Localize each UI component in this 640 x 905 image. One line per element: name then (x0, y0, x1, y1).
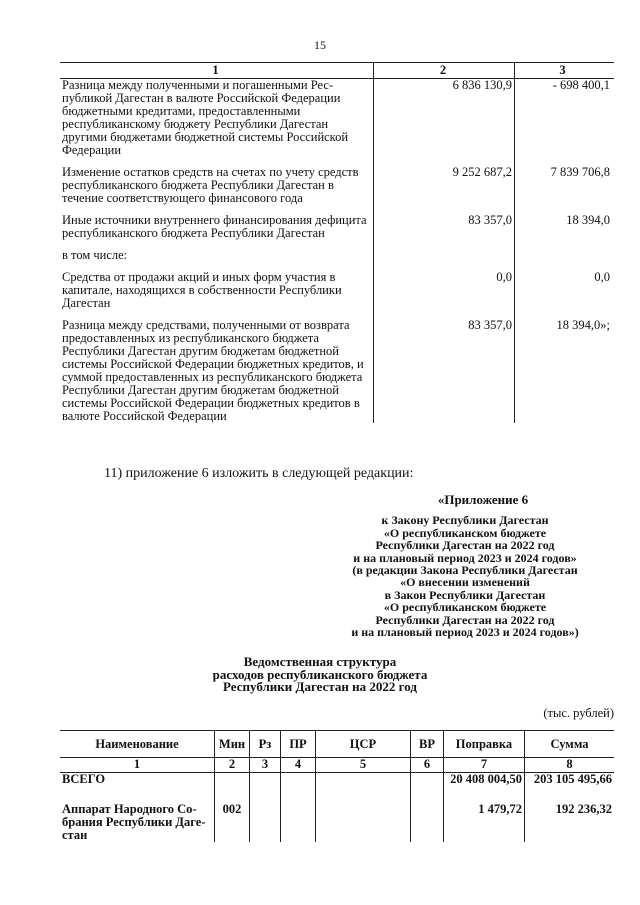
row-value-2022: 6 836 130,9 (374, 79, 515, 158)
appendix-line: Республики Дагестан на 2022 год (375, 612, 555, 627)
document-title (0, 656, 640, 694)
expenditure-table (60, 730, 614, 842)
column-header: Сумма (525, 731, 615, 758)
appendix-title: «Приложение 6 (437, 492, 529, 507)
column-number: 7 (444, 758, 525, 773)
page-number: 15 (314, 38, 326, 52)
units-note: (тыс. рублей) (543, 706, 614, 720)
row-pr (281, 803, 316, 842)
row-value-2022: 0,0 (374, 271, 515, 310)
row-value-amend: 0,0 (594, 270, 610, 284)
column-header: ВР (411, 731, 444, 758)
financing-sources-table (60, 62, 614, 423)
title-line: Республики Дагестан на 2022 год (223, 679, 417, 694)
row-value-amend: - 698 400,1 (552, 78, 610, 92)
appendix-header (330, 494, 600, 638)
row-amendment: 1 479,72 (444, 803, 525, 842)
table-header-row (60, 731, 614, 758)
column-header: 2 (374, 63, 515, 79)
appendix-line: «О республиканском бюджете (383, 525, 547, 540)
table-row (60, 166, 614, 205)
column-number: 2 (215, 758, 250, 773)
row-name: Разница между средствами, полученными от возврата предоставленных из республиканского бюджета Республики Дагестан другим бюджетам бюджетной системы Российской Федерации бюджетных кредитов, и суммой предоставленных из республиканского бюджета Республики Дагестан другим бюджетам бюджетной системы Российской Федерации бюджетных кредитов в валюте Российской Федерации (62, 318, 364, 423)
row-name: Иные источники внутреннего финансирования дефицита республиканского бюджета Республики Дагестан (62, 213, 367, 240)
row-name: ВСЕГО (60, 773, 215, 789)
row-amendment: 20 408 004,50 (444, 773, 525, 789)
table-row (60, 249, 614, 262)
row-value-amend: 18 394,0 (566, 213, 610, 227)
row-min (215, 773, 250, 789)
row-name: Средства от продажи акций и иных форм участия в капитале, находящихся в собственности Республики Дагестан (62, 270, 342, 310)
table-row (60, 319, 614, 423)
row-value-2022 (374, 249, 515, 262)
column-header: 3 (515, 63, 615, 79)
table-row (60, 79, 614, 158)
appendix-line: в Закон Республики Дагестан (384, 587, 546, 602)
row-min: 002 (215, 803, 250, 842)
column-header: ПР (281, 731, 316, 758)
column-number: 6 (411, 758, 444, 773)
column-header: ЦСР (316, 731, 411, 758)
row-value-amend: 7 839 706,8 (550, 165, 610, 179)
row-csr (316, 803, 411, 842)
table-row (60, 271, 614, 310)
appendix-line: и на плановый период 2023 и 2024 годов» (353, 550, 577, 565)
row-value-2022: 83 357,0 (374, 319, 515, 423)
table-row (60, 214, 614, 240)
appendix-line: (в редакции Закона Республики Дагестан (352, 563, 578, 578)
column-header: Мин (215, 731, 250, 758)
appendix-line: «О республиканском бюджете (383, 600, 547, 615)
column-number: 4 (281, 758, 316, 773)
row-rz (250, 773, 281, 789)
column-header: 1 (60, 63, 374, 79)
row-vr (411, 803, 444, 842)
title-line: расходов республиканского бюджета (212, 666, 428, 682)
column-number: 1 (60, 758, 215, 773)
row-vr (411, 773, 444, 789)
table-header-row (60, 63, 614, 79)
row-value-amend: 18 394,0»; (556, 318, 610, 332)
column-number-row (60, 758, 614, 773)
row-rz (250, 803, 281, 842)
column-header: Наименование (60, 731, 215, 758)
row-value-2022: 83 357,0 (374, 214, 515, 240)
section-heading: 11) приложение 6 изложить в следующей редакции: (104, 466, 414, 481)
row-pr (281, 773, 316, 789)
row-value-amend (515, 249, 615, 262)
row-name: в том числе: (62, 248, 128, 262)
column-number: 8 (525, 758, 615, 773)
row-name: Изменение остатков средств на счетах по учету средств республиканского бюджета Республики Дагестан в течение соответствующего финансового года (62, 165, 359, 205)
column-number: 5 (316, 758, 411, 773)
row-sum: 192 236,32 (525, 803, 615, 842)
appendix-line: «О внесении изменений (400, 575, 530, 590)
row-name: Разница между полученными и погашенными Республикой Дагестан в валюте Российской Федерации бюджетными кредитами, предоставленными республиканскому бюджету Республики Дагестан другими бюджетами бюджетной системы Российской Федерации (62, 78, 349, 157)
appendix-line: Республики Дагестан на 2022 год (375, 538, 555, 553)
column-header: Поправка (444, 731, 525, 758)
table-row (60, 773, 614, 789)
column-number: 3 (250, 758, 281, 773)
title-line: Ведомственная структура (243, 654, 397, 669)
appendix-line: к Закону Республики Дагестан (381, 513, 549, 528)
appendix-line: и на плановый период 2023 и 2024 годов») (351, 625, 579, 640)
row-sum: 203 105 495,66 (525, 773, 615, 789)
row-value-2022: 9 252 687,2 (374, 166, 515, 205)
column-header: Рз (250, 731, 281, 758)
row-csr (316, 773, 411, 789)
row-name: Аппарат Народного Собрания Республики Дагестан (60, 803, 215, 842)
table-row (60, 803, 614, 842)
